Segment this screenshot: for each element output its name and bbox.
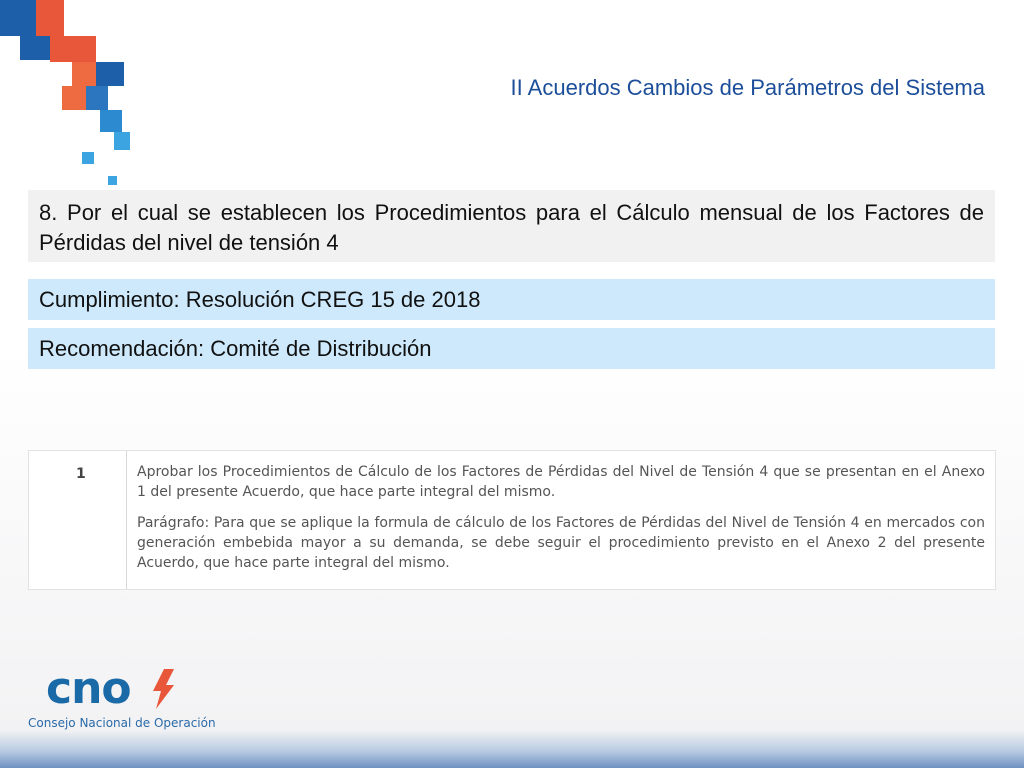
footer-gradient-bar: [0, 730, 1024, 768]
article-paragraph-note: Parágrafo: Para que se aplique la formula de cálculo de los Factores de Pérdidas del Nivel de Tensión 4 en mercados con generación embebida mayor a su demanda, se debe seguir el procedimiento previsto en el Anexo 2 del presente Acuerdo, que hace parte integral del mismo.: [137, 515, 985, 571]
page-title: II Acuerdos Cambios de Parámetros del Sistema: [510, 75, 985, 100]
lightning-bolt-icon: [150, 669, 176, 709]
agreement-table: [28, 450, 996, 590]
agreement-description: 8. Por el cual se establecen los Procedimientos para el Cálculo mensual de los Factores de Pérdidas del nivel de tensión 4: [28, 190, 995, 262]
recomendacion-box: Recomendación: Comité de Distribución: [28, 328, 995, 369]
article-paragraph: Aprobar los Procedimientos de Cálculo de los Factores de Pérdidas del Nivel de Tensión 4 que se presentan en el Anexo 1 del presente Acuerdo, que hace parte integral del mismo.: [137, 464, 985, 500]
decorative-squares: [0, 0, 140, 190]
article-text: [127, 451, 995, 589]
logo-wordmark: cno: [46, 663, 131, 714]
cumplimiento-box: Cumplimiento: Resolución CREG 15 de 2018: [28, 279, 995, 320]
logo-subtitle: Consejo Nacional de Operación: [28, 716, 216, 730]
article-number: 1: [29, 451, 127, 589]
